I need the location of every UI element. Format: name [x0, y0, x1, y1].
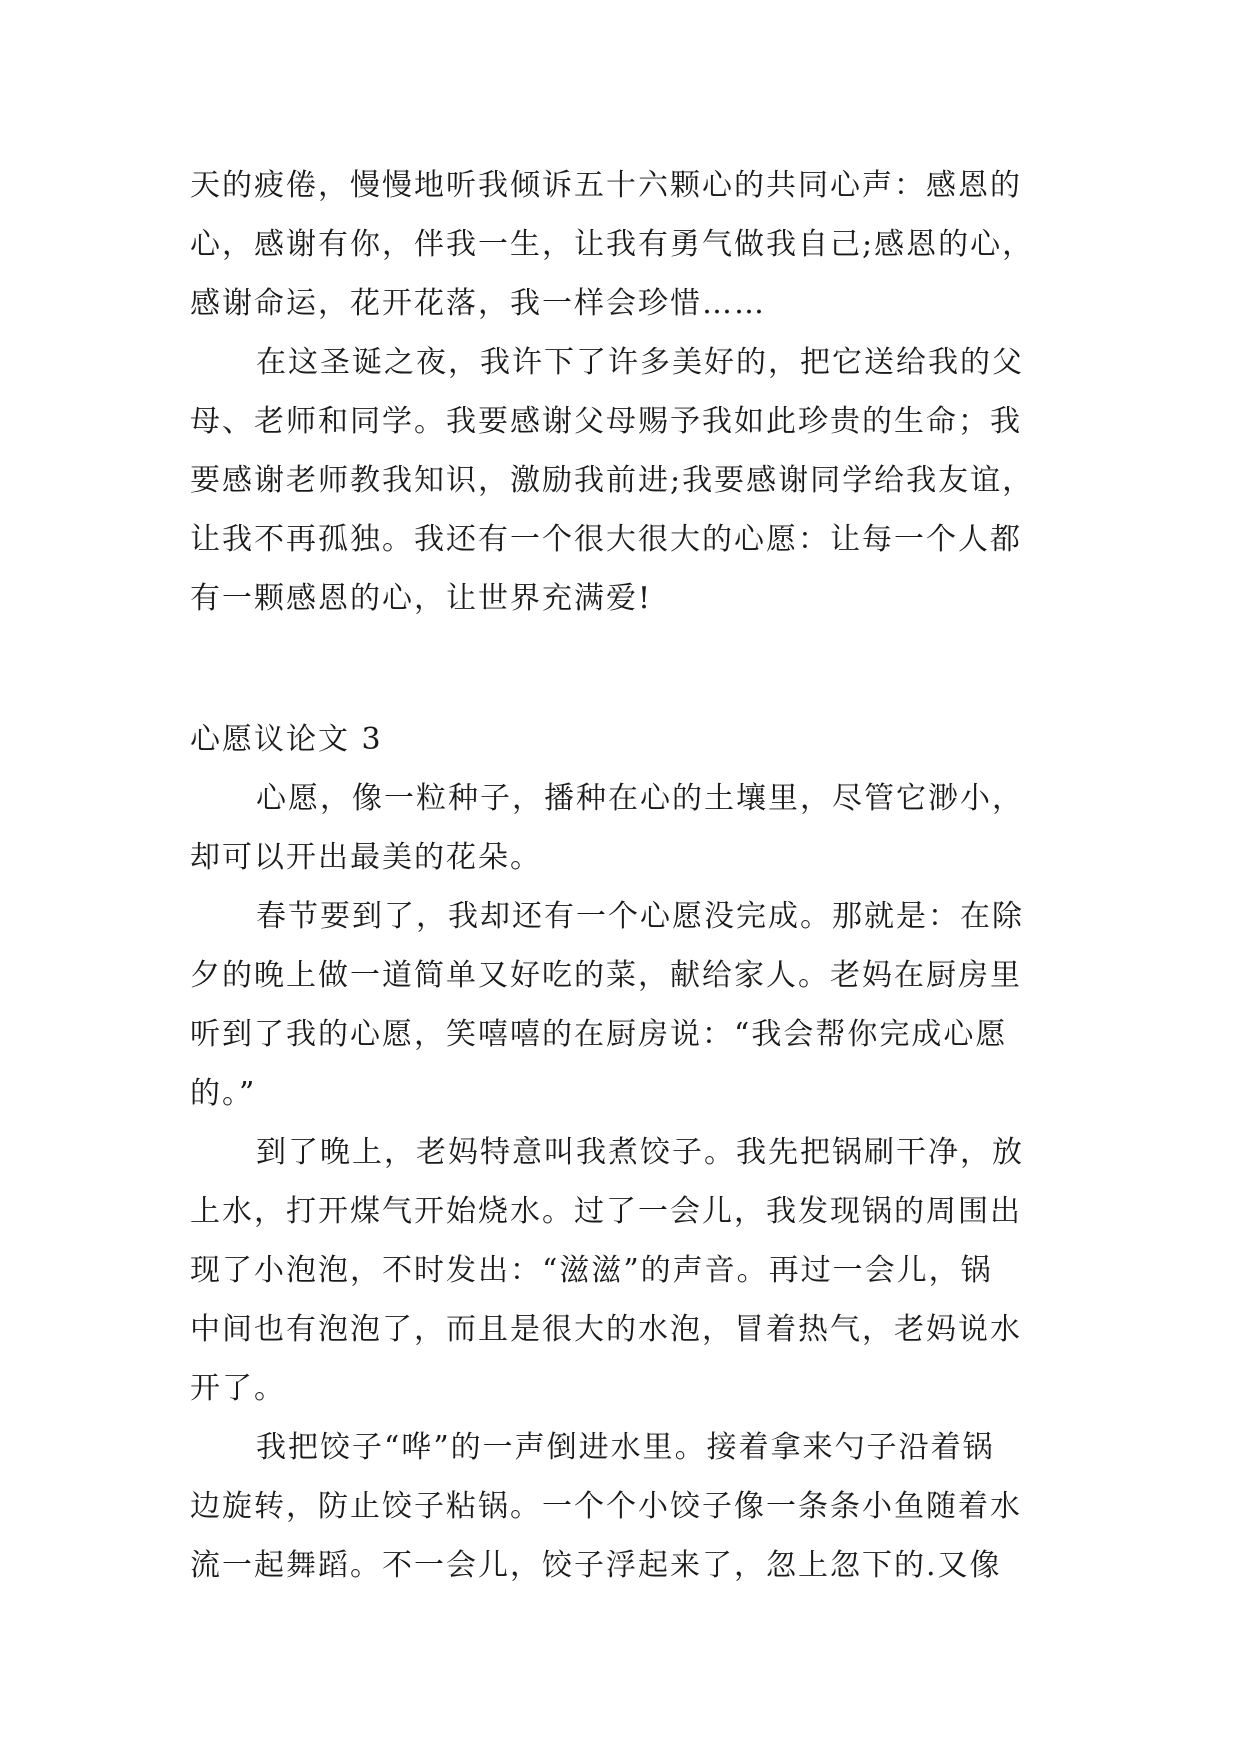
paragraph-2 [190, 333, 1070, 628]
text-line: 的。” [190, 1076, 257, 1111]
text-line: 听到了我的心愿，笑嘻嘻的在厨房说：“我会帮你完成心愿 [190, 1017, 1008, 1052]
text-line: 我把饺子“哗”的一声倒进水里。接着拿来勺子沿着锅 [256, 1430, 995, 1465]
text-line: 开了。 [190, 1371, 286, 1406]
section-gap [190, 628, 1070, 710]
text-line: 上水，打开煤气开始烧水。过了一会儿，我发现锅的周围出 [190, 1194, 1022, 1229]
text-line: 现了小泡泡，不时发出：“滋滋”的声音。再过一会儿，锅 [190, 1253, 993, 1288]
paragraph-1 [190, 156, 1070, 333]
text-line: 流一起舞蹈。不一会儿，饺子浮起来了，忽上忽下的.又像 [190, 1548, 1002, 1583]
text-line: 要感谢老师教我知识，激励我前进;我要感谢同学给我友谊， [190, 463, 1035, 498]
text-line: 有一颗感恩的心，让世界充满爱! [190, 581, 653, 616]
paragraph-3 [190, 769, 1070, 887]
text-line: 却可以开出最美的花朵。 [190, 840, 542, 875]
text-line: 在这圣诞之夜，我许下了许多美好的，把它送给我的父 [256, 345, 1024, 380]
text-line: 心，感谢有你，伴我一生，让我有勇气做我自己;感恩的心， [190, 227, 1035, 262]
text-line: 中间也有泡泡了，而且是很大的水泡，冒着热气，老妈说水 [190, 1312, 1022, 1347]
document-body [190, 156, 1070, 1595]
text-line: 到了晚上，老妈特意叫我煮饺子。我先把锅刷干净，放 [256, 1135, 1024, 1170]
text-line: 夕的晚上做一道简单又好吃的菜，献给家人。老妈在厨房里 [190, 958, 1022, 993]
paragraph-6 [190, 1418, 1070, 1595]
section-title: 心愿议论文 3 [190, 722, 383, 757]
paragraph-5 [190, 1123, 1070, 1418]
text-line: 春节要到了，我却还有一个心愿没完成。那就是：在除 [256, 899, 1024, 934]
text-line: 感谢命运，花开花落，我一样会珍惜…… [190, 286, 766, 321]
text-line: 心愿，像一粒种子，播种在心的土壤里，尽管它渺小， [256, 781, 1024, 816]
text-line: 天的疲倦，慢慢地听我倾诉五十六颗心的共同心声：感恩的 [190, 168, 1022, 203]
text-line: 边旋转，防止饺子粘锅。一个个小饺子像一条条小鱼随着水 [190, 1489, 1022, 1524]
text-line: 让我不再孤独。我还有一个很大很大的心愿：让每一个人都 [190, 522, 1022, 557]
text-line: 母、老师和同学。我要感谢父母赐予我如此珍贵的生命；我 [190, 404, 1022, 439]
paragraph-4 [190, 887, 1070, 1123]
